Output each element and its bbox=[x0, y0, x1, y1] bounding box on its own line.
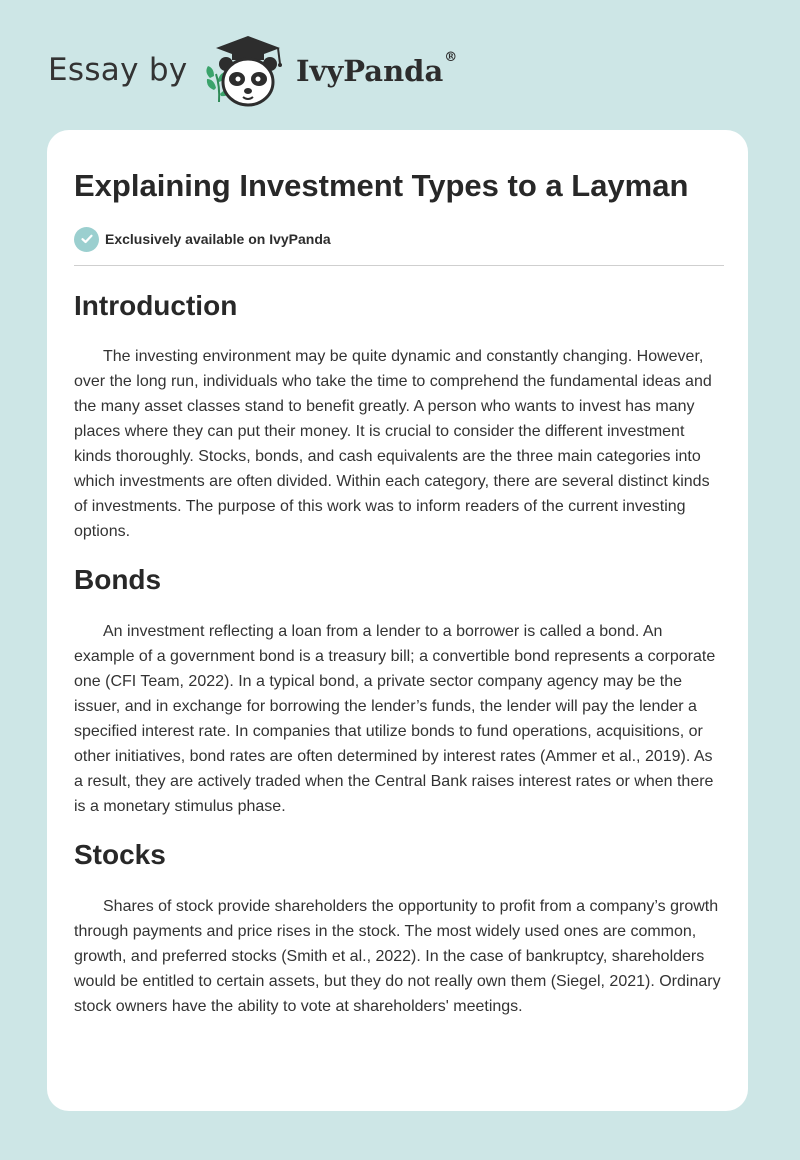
panda-logo-icon[interactable] bbox=[198, 34, 294, 110]
title-divider bbox=[74, 265, 724, 266]
section-heading-stocks: Stocks bbox=[74, 839, 166, 870]
section-body-introduction: The investing environment may be quite dynamic and constantly changing. However, over the long run, individuals who take the time to comprehend the fundamental ideas and the many asset classes stand to benefit greatly. A person who wants to invest has many places where they can put their money. It is crucial to consider the different investment kinds thoroughly. Stocks, bonds, and cash equivalents are the three main categories into which investments are often divided. Within each category, there are several distinct kinds of investments. The purpose of this work was to inform readers of the current investing options. bbox=[74, 348, 712, 540]
check-circle-icon bbox=[74, 227, 99, 252]
exclusive-badge-text: Exclusively available on IvyPanda bbox=[105, 231, 331, 247]
brand-text: IvyPanda bbox=[296, 54, 444, 88]
trademark-symbol: ® bbox=[444, 50, 458, 65]
section-body-bonds: An investment reflecting a loan from a lender to a borrower is called a bond. An example of a government bond is a treasury bill; a convertible bond represents a corporate one (CFI Team, 2022). In a typical bond, a private sector company agency may be the issuer, and in exchange for borrowing the lender’s funds, the lender will pay the lender a specified interest rate. In companies that utilize bonds to fund operations, acquisitions, or other initiatives, bond rates are often determined by interest rates (Ammer et al., 2019). As a result, they are actively traded when the Central Bank raises interest rates or when there is a monetary stimulus phase. bbox=[74, 623, 716, 815]
essay-card bbox=[47, 130, 748, 1111]
site-header bbox=[0, 0, 800, 130]
essay-content bbox=[74, 166, 724, 1019]
brand-name[interactable] bbox=[296, 50, 458, 88]
section-heading-bonds: Bonds bbox=[74, 564, 162, 595]
exclusive-badge bbox=[74, 226, 724, 252]
essay-title: Explaining Investment Types to a Layman bbox=[74, 168, 689, 203]
section-heading-introduction: Introduction bbox=[74, 290, 238, 321]
section-body-stocks: Shares of stock provide shareholders the opportunity to profit from a company’s growth through payments and price rises in the stock. The most widely used ones are common, growth, and preferred stocks (Smith et al., 2022). In the case of bankruptcy, shareholders would be entitled to certain assets, but they do not really own them (Siegel, 2021). Ordinary stock owners have the ability to vote at shareholders' meetings. bbox=[74, 898, 721, 1015]
essay-by-label: Essay by bbox=[48, 52, 188, 88]
